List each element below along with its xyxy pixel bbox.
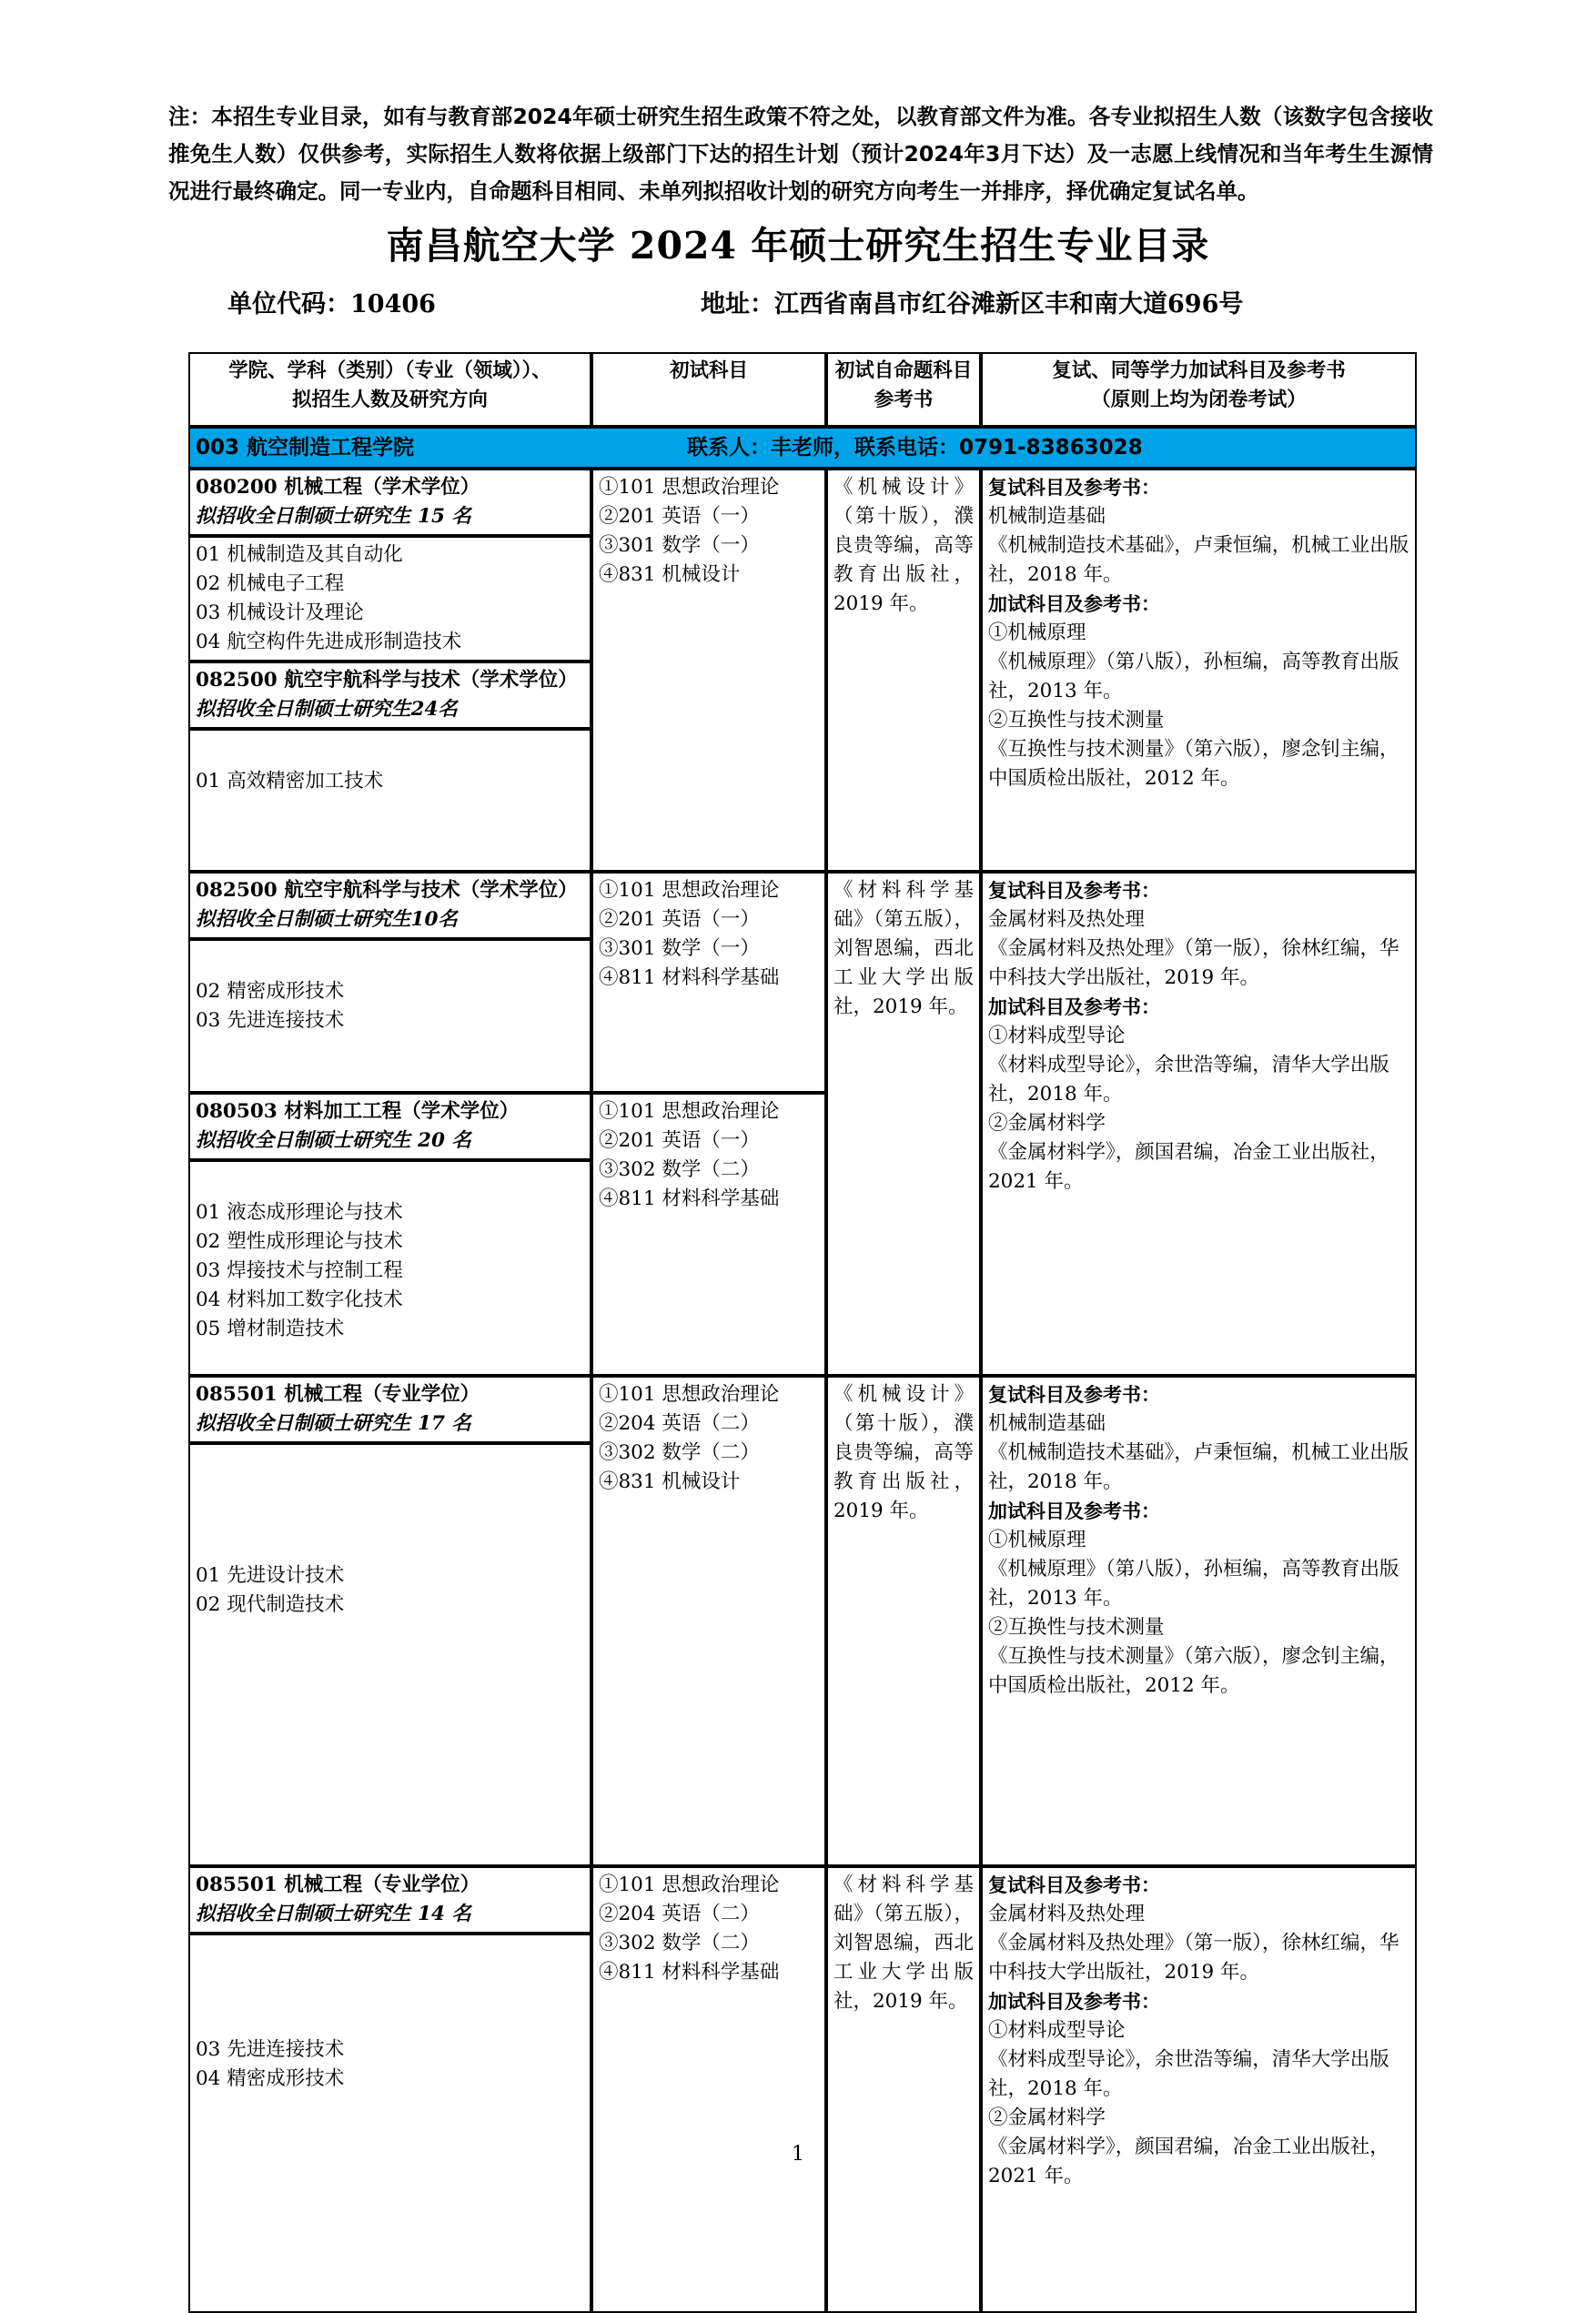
- unit-code: 单位代码：10406: [227, 290, 436, 318]
- direction-item: 01 先进设计技术: [196, 1564, 345, 1587]
- extra-exam-book: 《互换性与技术测量》（第六版），廖念钊主编，中国质检出版社，2012 年。: [988, 738, 1399, 790]
- table-header-row: [188, 352, 1417, 427]
- program-header-row: [188, 872, 1417, 939]
- extra-exam-book: 《金属材料学》，颜国君编，冶金工业出版社，2021 年。: [988, 2136, 1389, 2187]
- header-col-retest-line2: （原则上均为闭卷考试）: [1091, 389, 1307, 411]
- catalog-table: [188, 352, 1417, 2313]
- extra-exam-subject: ①材料成型导论: [988, 1025, 1126, 1047]
- exam-subjects-cell: [591, 1093, 826, 1376]
- subheader: [227, 284, 1410, 319]
- program-header-row: [188, 1376, 1417, 1443]
- retest-subject: 金属材料及热处理: [988, 908, 1146, 931]
- direction-item: 02 现代制造技术: [196, 1593, 345, 1616]
- reference-book-text: 《机械设计》（第十版），濮良贵等编，高等教育出版社，2019 年。: [833, 1383, 974, 1522]
- extra-exam-subject: ①机械原理: [988, 621, 1086, 644]
- extra-exam-book: 《金属材料学》，颜国君编，冶金工业出版社，2021 年。: [988, 1141, 1389, 1193]
- college-banner-row: [188, 427, 1417, 469]
- extra-exam-heading: 加试科目及参考书：: [988, 996, 1160, 1018]
- program-title-cell: [188, 872, 591, 939]
- address: 地址：江西省南昌市红谷滩新区丰和南大道696号: [701, 290, 1244, 318]
- header-col-program-line2: 拟招生人数及研究方向: [291, 389, 488, 411]
- extra-exam-book: 《材料成型导论》，余世浩等编，清华大学出版社，2018 年。: [988, 1054, 1389, 1106]
- extra-exam-book: 《机械原理》（第八版），孙桓编，高等教育出版社，2013 年。: [988, 651, 1399, 702]
- catalog-table-wrapper: [188, 352, 1417, 2313]
- direction-item: 04 航空构件先进成形制造技术: [196, 631, 462, 653]
- page-number: 1: [792, 2143, 804, 2166]
- extra-exam-subject: ②互换性与技术测量: [988, 1616, 1165, 1639]
- program-title-cell: [188, 1866, 591, 1934]
- reference-book-cell: [826, 469, 981, 872]
- header-col-selfset-ref: [826, 352, 981, 427]
- exam-subjects-cell: [591, 872, 826, 1093]
- exam-subject-line: ①101 思想政治理论: [599, 1383, 780, 1406]
- reference-book-cell: [826, 1866, 981, 2313]
- extra-exam-subject: ①机械原理: [988, 1529, 1086, 1551]
- exam-subject-line: ③301 数学（一）: [599, 534, 760, 557]
- exam-subject-line: ①101 思想政治理论: [599, 879, 780, 902]
- research-directions-cell: [188, 1160, 591, 1376]
- retest-cell: [981, 469, 1417, 872]
- reference-book-text: 《机械设计》（第十版），濮良贵等编，高等教育出版社，2019 年。: [833, 476, 974, 615]
- retest-subject: 金属材料及热处理: [988, 1903, 1146, 1925]
- exam-subject-line: ④831 机械设计: [599, 563, 741, 586]
- direction-item: 03 焊接技术与控制工程: [196, 1259, 403, 1282]
- retest-subject: 机械制造基础: [988, 1412, 1106, 1435]
- exam-subjects-cell: [591, 1866, 826, 2313]
- extra-exam-book: 《材料成型导论》，余世浩等编，清华大学出版社，2018 年。: [988, 2048, 1389, 2100]
- program-quota: 拟招收全日制硕士研究生24名: [196, 698, 458, 721]
- retest-book: 《机械制造技术基础》，卢秉恒编，机械工业出版社，2018 年。: [988, 1441, 1409, 1493]
- direction-item: 02 机械电子工程: [196, 572, 345, 595]
- exam-subject-line: ④811 材料科学基础: [599, 1961, 780, 1984]
- program-quota: 拟招收全日制硕士研究生 17 名: [196, 1412, 471, 1435]
- reference-book-cell: [826, 1376, 981, 1866]
- retest-book: 《金属材料及热处理》（第一版），徐林红编，华中科技大学出版社，2019 年。: [988, 937, 1399, 989]
- retest-subject: 机械制造基础: [988, 505, 1106, 528]
- retest-heading: 复试科目及参考书：: [988, 1384, 1160, 1406]
- extra-exam-heading: 加试科目及参考书：: [988, 1991, 1160, 2013]
- program-title-cell: [188, 469, 591, 536]
- program-code-title: 080200 机械工程（学术学位）: [196, 476, 480, 499]
- retest-book: 《金属材料及热处理》（第一版），徐林红编，华中科技大学出版社，2019 年。: [988, 1932, 1399, 1984]
- exam-subject-line: ②201 英语（一）: [599, 505, 760, 528]
- header-col-retest-line1: 复试、同等学力加试科目及参考书: [1052, 359, 1346, 382]
- exam-subject-line: ③302 数学（二）: [599, 1158, 760, 1181]
- program-title-cell: [188, 662, 591, 729]
- exam-subjects-cell: [591, 469, 826, 872]
- direction-item: 05 增材制造技术: [196, 1318, 345, 1340]
- retest-heading: 复试科目及参考书：: [988, 477, 1160, 499]
- extra-exam-subject: ②金属材料学: [988, 2106, 1106, 2129]
- exam-subject-line: ①101 思想政治理论: [599, 1874, 780, 1896]
- header-col-program: [188, 352, 591, 427]
- research-directions-cell: [188, 536, 591, 662]
- extra-exam-book: 《机械原理》（第八版），孙桓编，高等教育出版社，2013 年。: [988, 1558, 1399, 1610]
- research-directions-cell: [188, 1443, 591, 1866]
- exam-subject-line: ②204 英语（二）: [599, 1903, 760, 1925]
- note-paragraph: 注：本招生专业目录，如有与教育部2024年硕士研究生招生政策不符之处，以教育部文件为准。各专业拟招生人数（该数字包含接收推免生人数）仅供参考，实际招生人数将依据上级部门下达的招生计划（预计2024年3月下达）及一志愿上线情况和当年考生生源情况进行最终确定。同一专业内，自命题科目相同、未单列拟招收计划的研究方向考生一并排序，择优确定复试名单。: [168, 104, 1433, 204]
- exam-subject-line: ③302 数学（二）: [599, 1441, 760, 1464]
- exam-subject-line: ④811 材料科学基础: [599, 966, 780, 989]
- direction-item: 03 先进连接技术: [196, 1009, 345, 1032]
- program-code-title: 080503 材料加工工程（学术学位）: [196, 1100, 520, 1123]
- program-code-title: 085501 机械工程（专业学位）: [196, 1383, 480, 1406]
- header-col-exam-subjects: 初试科目: [591, 352, 826, 427]
- extra-exam-book: 《互换性与技术测量》（第六版），廖念钊主编，中国质检出版社，2012 年。: [988, 1645, 1399, 1697]
- research-directions-cell: [188, 1934, 591, 2313]
- college-name: 003 航空制造工程学院: [196, 436, 415, 460]
- program-code-title: 082500 航空宇航科学与技术（学术学位）: [196, 669, 578, 692]
- exam-subject-line: ③302 数学（二）: [599, 1932, 760, 1954]
- program-title-cell: [188, 1376, 591, 1443]
- exam-subject-line: ③301 数学（一）: [599, 937, 760, 960]
- exam-subject-line: ①101 思想政治理论: [599, 476, 780, 499]
- retest-cell: [981, 872, 1417, 1376]
- header-col-retest: [981, 352, 1417, 427]
- header-col-program-line1: 学院、学科（类别）（专业（领域））、: [228, 359, 551, 382]
- exam-subject-line: ②204 英语（二）: [599, 1412, 760, 1435]
- retest-cell: [981, 1866, 1417, 2313]
- extra-exam-subject: ②互换性与技术测量: [988, 709, 1165, 732]
- exam-subjects-cell: [591, 1376, 826, 1866]
- extra-exam-subject: ②金属材料学: [988, 1112, 1106, 1135]
- retest-heading: 复试科目及参考书：: [988, 880, 1160, 902]
- program-code-title: 082500 航空宇航科学与技术（学术学位）: [196, 879, 578, 902]
- reference-book-text: 《材料科学基础》（第五版），刘智恩编，西北工业大学出版社，2019 年。: [833, 879, 974, 1018]
- program-header-row: [188, 1866, 1417, 1934]
- header-col-selfset-line1: 初试自命题科目: [834, 359, 973, 382]
- retest-cell: [981, 1376, 1417, 1866]
- retest-heading: 复试科目及参考书：: [988, 1874, 1160, 1896]
- direction-item: 03 机械设计及理论: [196, 601, 364, 624]
- college-contact: 联系人：丰老师，联系电话：0791-83863028: [687, 436, 1143, 460]
- extra-exam-heading: 加试科目及参考书：: [988, 593, 1160, 615]
- direction-item: 02 塑性成形理论与技术: [196, 1230, 403, 1253]
- exam-subject-line: ④811 材料科学基础: [599, 1187, 780, 1210]
- retest-book: 《机械制造技术基础》，卢秉恒编，机械工业出版社，2018 年。: [988, 534, 1409, 586]
- direction-item: 02 精密成形技术: [196, 980, 345, 1003]
- program-code-title: 085501 机械工程（专业学位）: [196, 1874, 480, 1896]
- page-title: 南昌航空大学 2024 年硕士研究生招生专业目录: [386, 224, 1210, 268]
- program-title-cell: [188, 1093, 591, 1160]
- program-quota: 拟招收全日制硕士研究生10名: [196, 908, 458, 931]
- extra-exam-subject: ①材料成型导论: [988, 2019, 1126, 2042]
- exam-subject-line: ②201 英语（一）: [599, 1129, 760, 1152]
- direction-item: 01 机械制造及其自动化: [196, 543, 403, 566]
- exam-subject-line: ①101 思想政治理论: [599, 1100, 780, 1123]
- exam-subject-line: ④831 机械设计: [599, 1470, 741, 1493]
- header-col-selfset-line2: 参考书: [874, 389, 934, 411]
- research-directions-cell: [188, 729, 591, 872]
- program-quota: 拟招收全日制硕士研究生 15 名: [196, 505, 471, 528]
- research-directions-cell: [188, 939, 591, 1093]
- direction-item: 01 液态成形理论与技术: [196, 1201, 403, 1224]
- program-quota: 拟招收全日制硕士研究生 14 名: [196, 1903, 471, 1925]
- direction-item: 04 精密成形技术: [196, 2067, 345, 2090]
- direction-item: 03 先进连接技术: [196, 2038, 345, 2061]
- reference-book-cell: [826, 872, 981, 1376]
- program-header-row: [188, 469, 1417, 536]
- exam-subject-line: ②201 英语（一）: [599, 908, 760, 931]
- direction-item: 04 材料加工数字化技术: [196, 1288, 403, 1311]
- reference-book-text: 《材料科学基础》（第五版），刘智恩编，西北工业大学出版社，2019 年。: [833, 1874, 974, 2013]
- college-banner-cell: [188, 427, 1417, 469]
- program-quota: 拟招收全日制硕士研究生 20 名: [196, 1129, 471, 1152]
- direction-item: 01 高效精密加工技术: [196, 770, 384, 793]
- extra-exam-heading: 加试科目及参考书：: [988, 1500, 1160, 1522]
